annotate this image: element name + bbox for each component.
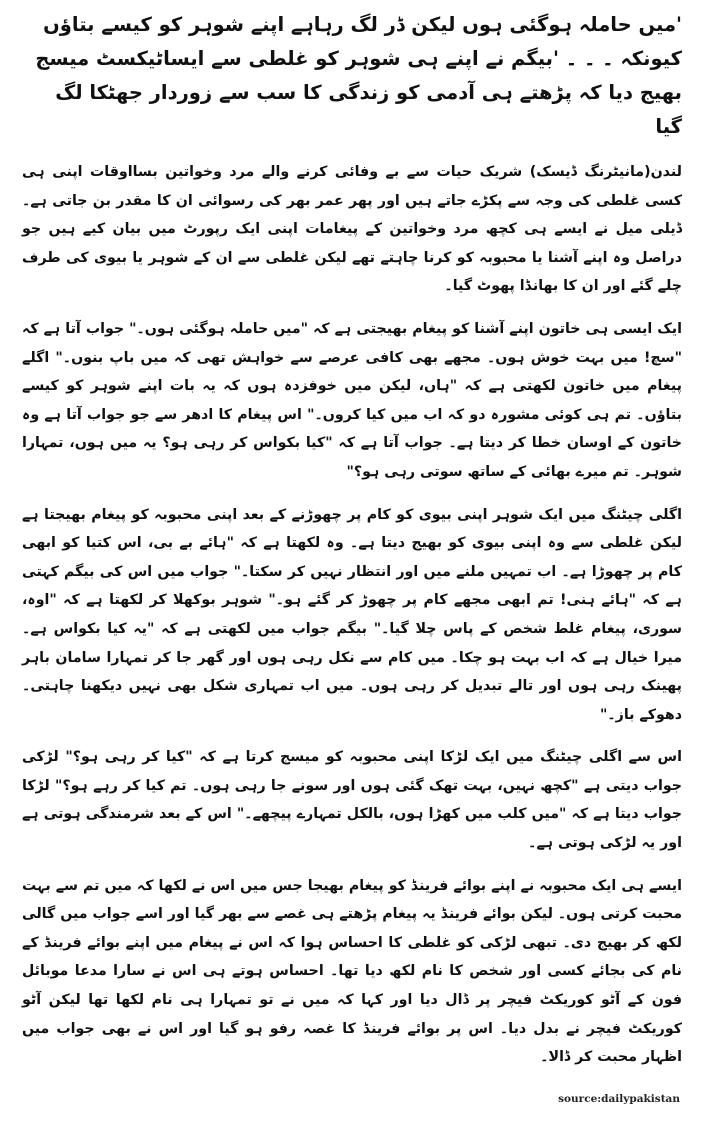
article-paragraph-1: لندن(مانیٹرنگ ڈیسک) شریک حیات سے بے وفائی کرنے والے مرد وخواتین بسااوقات اپنی ہی کسی غلطی کی وجہ سے پکڑے جاتے ہیں اور پھر عمر بھر کی رسوائی ان کا مقدر بن جاتی ہے۔ ڈیلی میل نے ایسے ہی کچھ مرد وخواتین کے پیغامات اپنی ایک رپورٹ میں بیان کیے ہیں جو دراصل وہ اپنے آشنا یا محبوبہ کو کرنا چاہتے تھے لیکن غلطی سے ان کے شوہر یا بیوی کی طرف چلے گئے اور ان کا بھانڈا پھوٹ گیا۔: [22, 164, 682, 295]
article-paragraph-2: ایک ایسی ہی خاتون اپنے آشنا کو پیغام بھیجتی ہے کہ "میں حاملہ ہوگئی ہوں۔" جواب آتا ہے کہ "سچ! میں بہت خوش ہوں۔ مجھے بھی کافی عرصے سے خواہش تھی کہ میں باپ بنوں۔" اگلے پیغام میں خاتون لکھتی ہے کہ "ہاں، لیکن میں خوفزدہ ہوں کہ یہ بات اپنے شوہر کو کیسے بتاؤں۔ تم ہی کوئی مشورہ دو کہ اب میں کیا کروں۔" اس پیغام کا ادھر سے جو جواب آتا ہے وہ خاتون کے اوسان خطا کر دیتا ہے۔ جواب آتا ہے کہ "کیا بکواس کر رہی ہو؟ یہ میں ہوں، تمہارا شوہر۔ تم میرے بھائی کے ساتھ سوتی رہی ہو؟": [22, 320, 682, 480]
article-paragraph-4: اس سے اگلی چیٹنگ میں ایک لڑکا اپنی محبوبہ کو میسج کرتا ہے کہ "کیا کر رہی ہو؟" لڑکی جواب دیتی ہے "کچھ نہیں، بہت تھک گئی ہوں اور سونے جا رہی ہوں۔ تم کیا کر رہے ہو؟" لڑکا جواب دیتا ہے کہ "میں کلب میں کھڑا ہوں، بالکل تمہارے پیچھے۔" اس کے بعد شرمندگی ہوتی ہے اور یہ لڑکی ہوتی ہے۔: [22, 749, 682, 852]
article-paragraph-5: ایسے ہی ایک محبوبہ نے اپنے بوائے فرینڈ کو پیغام بھیجا جس میں اس نے لکھا کہ میں تم سے بہت محبت کرتی ہوں۔ لیکن بوائے فرینڈ یہ پیغام پڑھتے ہی غصے سے بھر گیا اور اسے جواب میں گالی لکھ کر بھیج دی۔ تبھی لڑکی کو غلطی کا احساس ہوا کہ اس نے پیغام میں اپنے بوائے فرینڈ کے نام کی بجائے کسی اور شخص کا نام لکھ دیا تھا۔ احساس ہوتے ہی اس نے سارا مدعا موبائل فون کے آٹو کوریکٹ فیچر پر ڈال دیا اور کہا کہ میں نے تو تمہارا ہی نام لکھا تھا لیکن آٹو کوریکٹ فیچر نے بدل دیا۔ اس پر بوائے فرینڈ کا غصہ رفو ہو گیا اور اس نے بھی جواب میں اظہار محبت کر ڈالا۔: [22, 877, 682, 1066]
article-paragraph-3: اگلی چیٹنگ میں ایک شوہر اپنی بیوی کو کام پر چھوڑنے کے بعد اپنی محبوبہ کو پیغام بھیجتا ہے لیکن غلطی سے وہ اپنی بیوی کو بھیج دیتا ہے۔ وہ لکھتا ہے کہ "ہائے بے بی، اس کتیا کو ابھی کام پر چھوڑا ہے۔ اب تمہیں ملنے میں اور انتظار نہیں کر سکتا۔" جواب میں اس کی بیگم کہتی ہے کہ "ہائے ہنی! تم ابھی مجھے کام پر چھوڑ کر گئے ہو۔" شوہر بوکھلا کر لکھتا ہے کہ "اوہ، سوری، پیغام غلط شخص کے پاس چلا گیا۔" بیگم جواب میں لکھتی ہے کہ "یہ کیا بکواس ہے۔ میرا خیال ہے کہ اب بہت ہو چکا۔ میں کام سے نکل رہی ہوں اور گھر جا کر تمہارا سامان باہر پھینک رہی ہوں اور تالے تبدیل کر رہی ہوں۔ میں اب تمہاری شکل بھی نہیں دیکھنا چاہتی۔ دھوکے باز۔": [22, 506, 682, 723]
article-headline: 'میں حاملہ ہوگئی ہوں لیکن ڈر لگ رہاہے اپنے شوہر کو کیسے بتاؤں کیونکہ ۔ ۔ ۔ 'بیگم نے اپنے ہی شوہر کو غلطی سے ایساٹیکسٹ میسج بھیج دیا کہ پڑھتے ہی آدمی کو زندگی کا سب سے زوردار جھٹکا لگ گیا: [35, 13, 682, 138]
article: [22, 8, 682, 1086]
source-credit: source:dailypakistan: [558, 1093, 680, 1105]
